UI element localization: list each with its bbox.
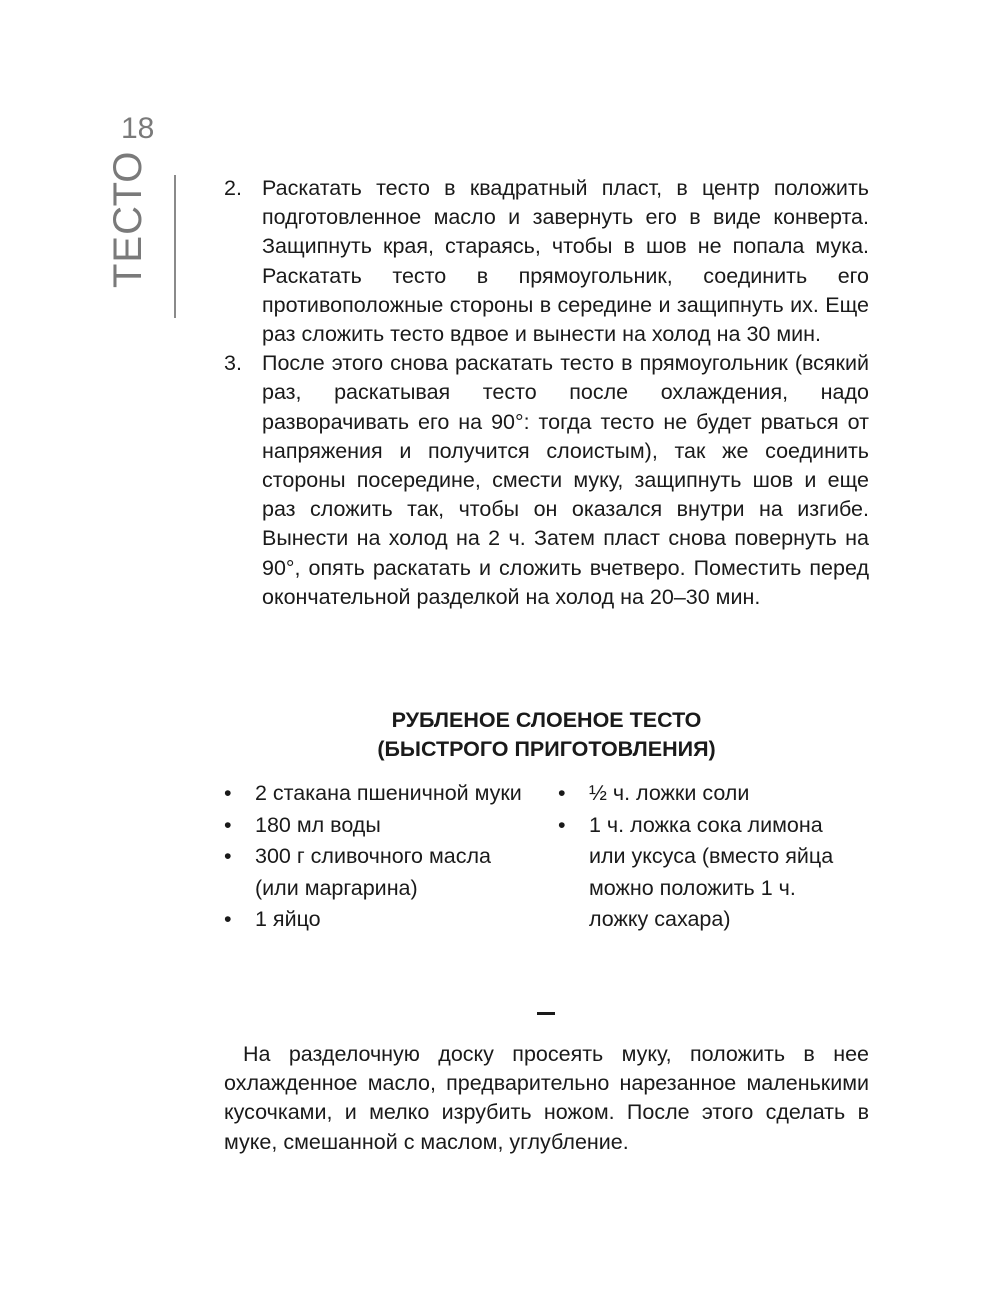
bullet-icon: •	[558, 781, 566, 805]
step-item	[224, 174, 869, 349]
step-text: Раскатать тесто в квадратный пласт, в центр положить подготовленное масло и завернуть его в виде конверта. Защипнуть края, стараясь, чтобы в шов не попала мука. Раскатать тесто в прямоугольник, соединить его противоположные стороны в середине и защипнуть их. Еще раз сложить тесто вдвое и вынести на холод на 30 мин.	[262, 176, 869, 347]
ingredient-text: 180 мл воды	[255, 812, 381, 837]
ingredient-item	[558, 810, 858, 936]
ingredient-item	[224, 810, 524, 842]
step-number: 2.	[224, 176, 242, 200]
section-label: ТЕСТО	[106, 150, 150, 288]
ingredient-item	[224, 778, 524, 810]
steps-list	[224, 174, 869, 612]
step-item	[224, 349, 869, 612]
method-paragraph: На разделочную доску просеять муку, положить в нее охлажденное масло, предварительно нарезанное маленькими кусочками, и мелко изрубить ножом. После этого сделать в муке, смешанной с маслом, углубление.	[224, 1042, 869, 1154]
recipe-title-line: РУБЛЕНОЕ СЛОЕНОЕ ТЕСТО	[391, 708, 702, 732]
ingredient-text: 1 яйцо	[255, 907, 321, 931]
ingredient-text: 2 стакана пшеничной муки	[255, 781, 522, 805]
ingredient-text: ½ ч. ложки соли	[589, 781, 750, 805]
bullet-icon: •	[224, 781, 232, 805]
ingredient-item	[558, 778, 858, 810]
page-number: 18	[121, 112, 155, 145]
ingredients-left-list	[224, 778, 524, 936]
bullet-icon: •	[224, 844, 232, 868]
bullet-icon: •	[224, 812, 232, 837]
step-text: После этого снова раскатать тесто в прямоугольник (всякий раз, раскатывая тесто после охлаждения, надо разворачивать его на 90°: тогда тесто не будет рваться от напряжения и получится слоистым), так же соединить стороны посередине, смести муку, защипнуть шов и еще раз сложить так, чтобы он оказался внутри на изгибе. Вынести на холод на 2 ч. Затем пласт снова повернуть на 90°, опять раскатать и сложить вчетверо. Поместить перед окончательной разделкой на холод на 20–30 мин.	[262, 351, 869, 609]
recipe-title	[224, 706, 869, 764]
section-divider	[174, 175, 176, 318]
bullet-icon: •	[224, 907, 232, 931]
ingredients-right-list	[558, 778, 858, 936]
ingredient-item	[224, 841, 524, 904]
step-number: 3.	[224, 351, 242, 376]
recipe-subtitle-line: (БЫСТРОГО ПРИГОТОВЛЕНИЯ)	[377, 737, 716, 761]
section-dash-divider	[537, 1012, 555, 1015]
ingredient-text: 1 ч. ложка сока лимона или уксуса (вместо яйца можно положить 1 ч. ложку сахара)	[589, 812, 834, 931]
bullet-icon: •	[558, 812, 566, 837]
ingredient-item	[224, 904, 524, 936]
ingredient-text: 300 г сливочного масла (или маргарина)	[255, 844, 491, 900]
